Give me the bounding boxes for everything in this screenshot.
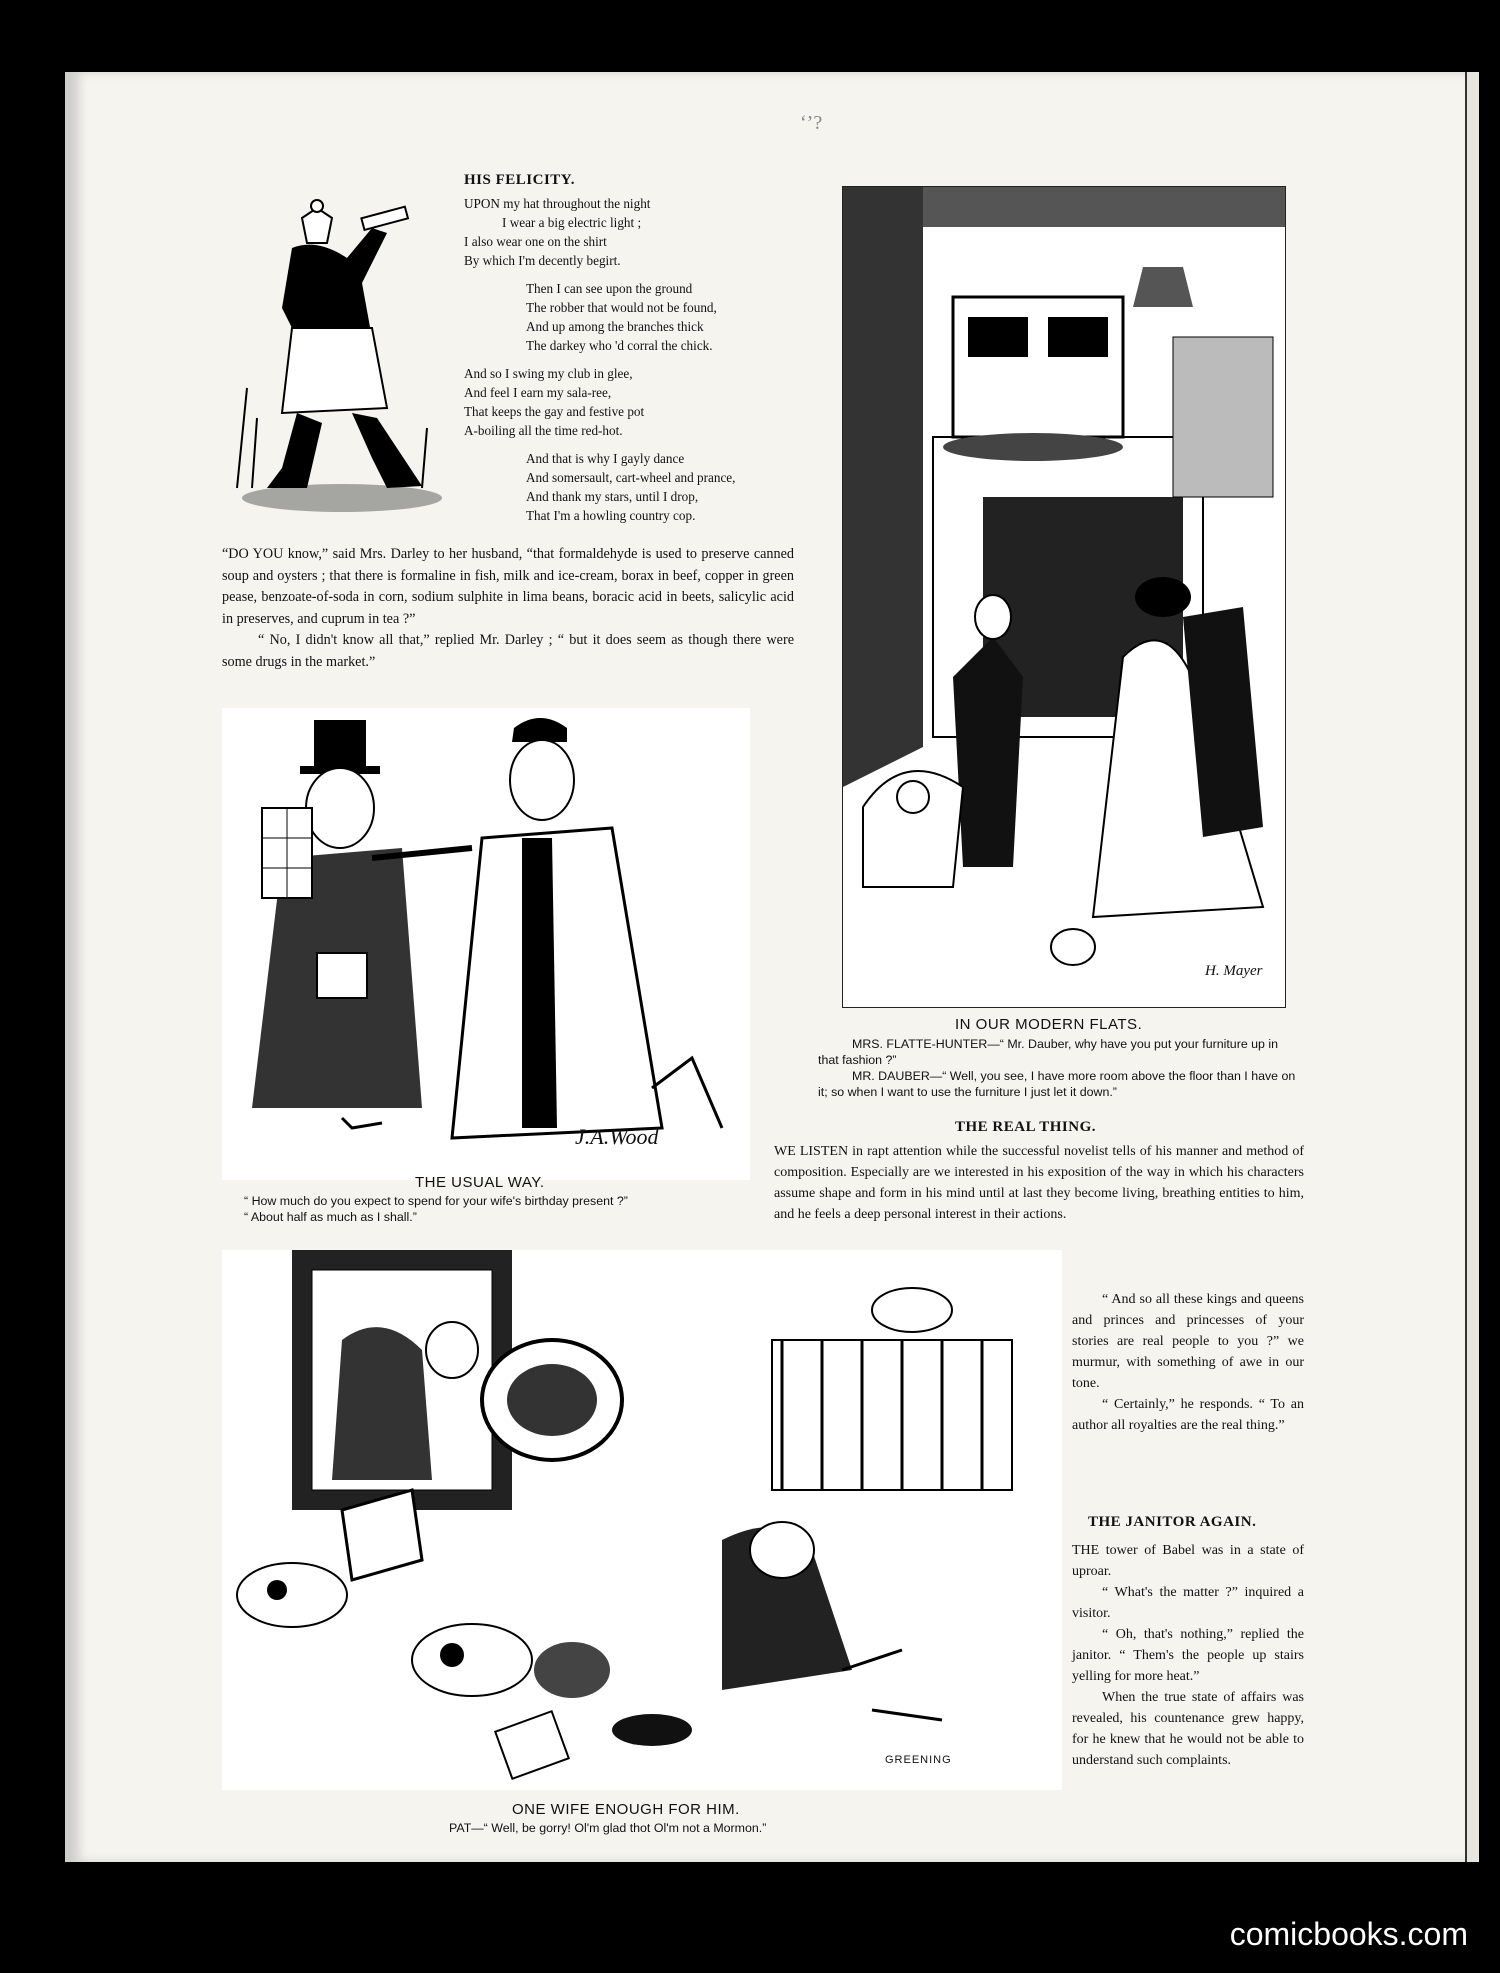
- real-thing-article-top: [774, 1141, 1304, 1225]
- one-wife-illustration: [222, 1250, 1062, 1790]
- poem-line: A-boiling all the time red-hot.: [464, 423, 623, 438]
- poem-stanza-2: [464, 279, 794, 355]
- next-page-edge: [1465, 72, 1479, 1862]
- janitor-paragraph-1: THE tower of Babel was in a state of uproar.: [1072, 1543, 1304, 1579]
- poem-line: By which I'm decently begirt.: [464, 253, 621, 268]
- janitor-paragraph-3: “ Oh, that's nothing,” replied the janitor. “ Them's the people up stairs yelling for more heat.”: [1072, 1627, 1304, 1684]
- modern-flats-line-1: “ Mr. Dauber, why have you put your furniture up in that fashion ?”: [818, 1037, 1279, 1067]
- poem-stanza-1: [464, 194, 794, 270]
- one-wife-line: “ Well, be gorry! Ol'm glad thot Ol'm not a Mormon.”: [483, 1821, 767, 1835]
- poem-line: And somersault, cart-wheel and prance,: [526, 470, 736, 485]
- poem-line: I also wear one on the shirt: [464, 234, 607, 249]
- usual-way-caption: [244, 1193, 764, 1225]
- poem-stanza-4: [464, 449, 794, 525]
- darley-paragraph-1: “DO YOU know,” said Mrs. Darley to her husband, “that formaldehyde is used to preserve canned soup and oysters ; that there is formaline in fish, milk and ice-cream, borax in beef, copper in green pease, benzoate-of-soda in corn, sodium sulphite in lima beans, boracic acid in beets, salicylic acid in preserves, and cuprum in tea ?”: [222, 546, 794, 627]
- his-felicity-title: HIS FELICITY.: [464, 172, 575, 188]
- poem-line: Then I can see upon the ground: [526, 281, 693, 296]
- site-watermark: comicbooks.com: [1229, 1916, 1468, 1952]
- poem-line: That keeps the gay and festive pot: [464, 404, 645, 419]
- poem-line: The robber that would not be found,: [526, 300, 717, 315]
- janitor-title: THE JANITOR AGAIN.: [1088, 1514, 1257, 1530]
- poem-line: And feel I earn my sala-ree,: [464, 385, 612, 400]
- one-wife-caption: [449, 1820, 766, 1836]
- speaker-flatte-hunter: MRS. FLATTE-HUNTER—: [852, 1037, 1000, 1051]
- real-thing-paragraph-3: “ Certainly,” he responds. “ To an author all royalties are the real thing.”: [1072, 1397, 1304, 1433]
- real-thing-title: THE REAL THING.: [955, 1119, 1097, 1135]
- cop-illustration: [222, 188, 450, 518]
- usual-way-line-1: “ How much do you expect to spend for your wife's birthday present ?”: [244, 1194, 628, 1208]
- usual-way-illustration: [222, 708, 750, 1180]
- modern-flats-signature: H. Mayer: [1205, 963, 1263, 979]
- poem-line: And that is why I gayly dance: [526, 451, 685, 466]
- one-wife-signature: GREENING: [885, 1754, 952, 1766]
- janitor-paragraph-4: When the true state of affairs was revealed, his countenance grew happy, for he knew that he would not be able to understand such complaints.: [1072, 1690, 1304, 1768]
- one-wife-title: ONE WIFE ENOUGH FOR HIM.: [512, 1801, 740, 1818]
- pencil-mark: ‘’?: [800, 112, 823, 134]
- modern-flats-caption: [818, 1036, 1300, 1100]
- poem-line: And up among the branches thick: [526, 319, 704, 334]
- modern-flats-title: IN OUR MODERN FLATS.: [955, 1016, 1143, 1033]
- speaker-dauber: MR. DAUBER—: [852, 1069, 943, 1083]
- janitor-paragraph-2: “ What's the matter ?” inquired a visitor.: [1072, 1585, 1304, 1621]
- usual-way-title: THE USUAL WAY.: [415, 1174, 545, 1191]
- modern-flats-line-2: “ Well, you see, I have more room above the floor than I have on it; so when I want to use the furniture I just let it down.”: [818, 1069, 1296, 1099]
- poem-line: And so I swing my club in glee,: [464, 366, 633, 381]
- poem-line: And thank my stars, until I drop,: [526, 489, 699, 504]
- poem-line: The darkey who 'd corral the chick.: [526, 338, 713, 353]
- poem-line: UPON my hat throughout the night: [464, 196, 651, 211]
- poem-stanza-3: [464, 364, 794, 440]
- poem-line: I wear a big electric light ;: [502, 215, 642, 230]
- usual-way-signature: J.A.Wood: [575, 1124, 659, 1149]
- his-felicity-poem: [464, 194, 794, 534]
- darley-paragraph-2: “ No, I didn't know all that,” replied Mr. Darley ; “ but it does seem as though there were some drugs in the market.”: [222, 632, 794, 670]
- real-thing-paragraph-1: WE LISTEN in rapt attention while the successful novelist tells of his manner and method of composition. Especially are we interested in his exposition of the way in which his characters assume shape and form in his mind until at last they become living, breathing entities to him, and he feels a deep personal interest in their actions.: [774, 1144, 1304, 1222]
- darley-article: [222, 544, 794, 673]
- modern-flats-illustration: [842, 186, 1286, 1008]
- real-thing-paragraph-2: “ And so all these kings and queens and princes and princesses of your stories are real people to you ?” we murmur, with something of awe in our tone.: [1072, 1292, 1304, 1391]
- janitor-article: [1072, 1540, 1304, 1771]
- speaker-pat: PAT—: [449, 1821, 484, 1835]
- usual-way-line-2: “ About half as much as I shall.”: [244, 1210, 417, 1224]
- poem-line: That I'm a howling country cop.: [526, 508, 696, 523]
- real-thing-article-column: [1072, 1289, 1304, 1436]
